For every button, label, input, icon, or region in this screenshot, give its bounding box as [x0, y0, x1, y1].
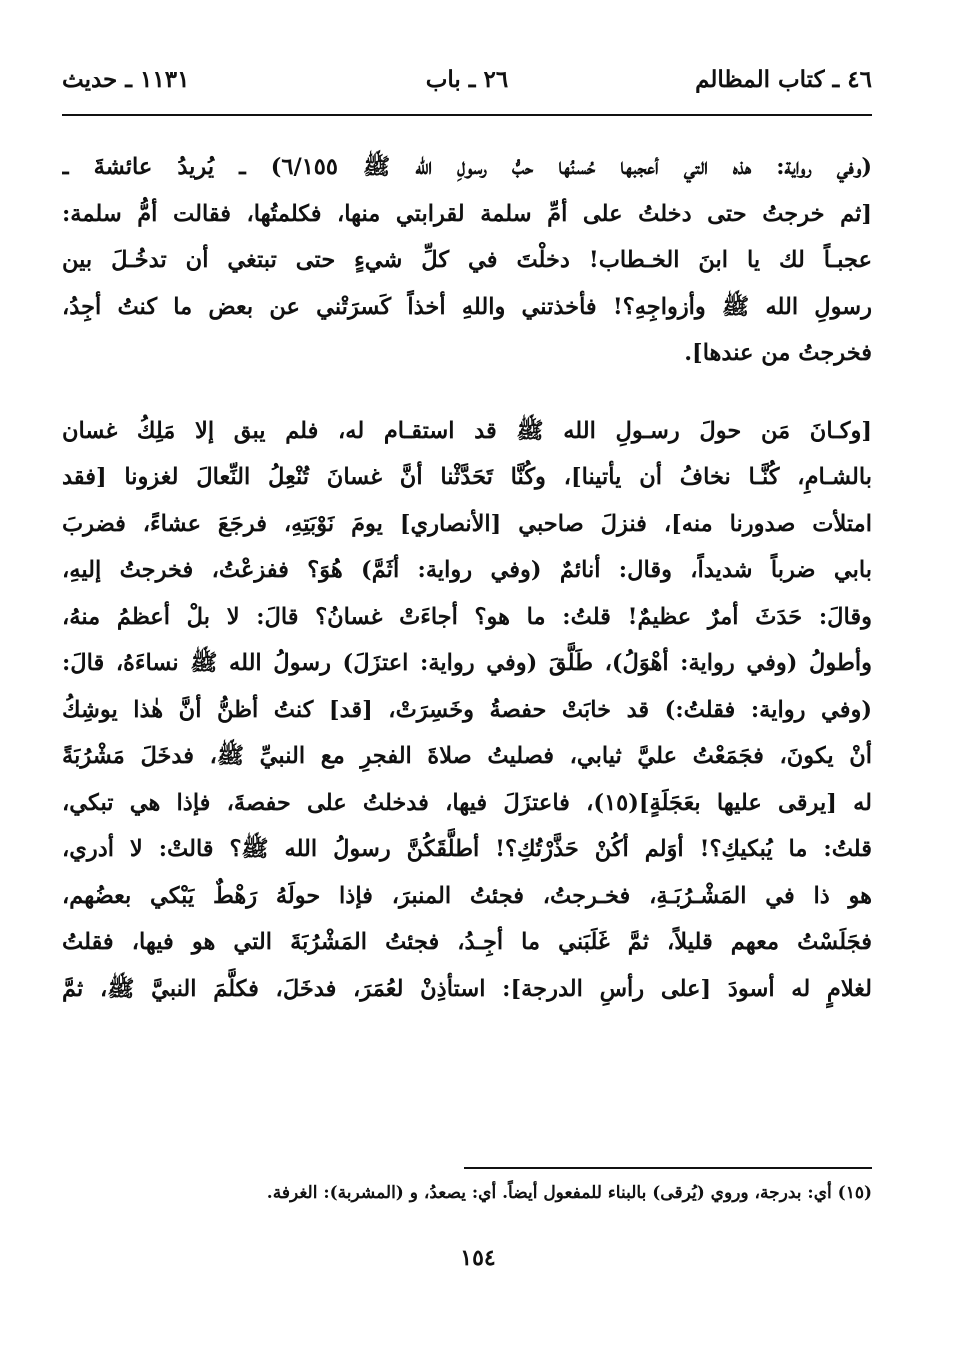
footnote-rule — [464, 1167, 872, 1169]
running-header — [62, 66, 872, 110]
header-chapter: ٤٦ ـ كتاب المظالم — [695, 66, 872, 93]
header-section: ٢٦ ـ باب — [425, 66, 509, 93]
text-line: له [يرقى عليها بعَجَلَةٍ](١٥)، فاعتزَلَ فيها، فدخلتُ على حفصةَ، فإذا هي تبكي، — [62, 789, 872, 816]
footnote: (١٥) أي: بدرجة، وروي (يُرقى) بالبناء للمفعول أيضاً. أي: يصعدُ، و (المشربة): الغرفة. — [266, 1183, 872, 1203]
text-line: [ثم خرجتُ حتى دخلتُ على أمِّ سلمة لقرابتي منها، فكلمتُها، فقالت أمُّ سلمة: — [62, 200, 872, 227]
header-hadith-number: ١١٣١ ـ حديث — [62, 66, 190, 93]
page-number: ١٥٤ — [460, 1245, 496, 1271]
text-line: رسولِ الله ﷺ وأزواجِهِ؟! فأخذتني واللهِ أخذاً كَسرَتْني عن بعض ما كنتُ أجِدُ، — [62, 293, 872, 320]
header-rule — [62, 114, 872, 116]
text-line: وأطولُ (وفي رواية: أهْوَلُ)، طَلَّقَ (وفي رواية: اعتزَلَ) رسولُ الله ﷺ نساءَهُ، قالَ: — [62, 650, 872, 676]
text-line: أنْ يكونَ، فجَمَعْتُ عليَّ ثيابي، فصليتُ صلاةَ الفجرِ مع النبيِّ ﷺ، فدخَلَ مَشْرُبَةً — [62, 743, 872, 769]
text-line: بالشـامِ، كُنَّـا نخافُ أن يأتينا]، وكُنَّا تَحَدَّثْنا أنَّ غسانَ تُنْعِلُ النِّعالَ لغزونا [فقد — [62, 464, 872, 490]
text-line: (وفي رواية: فقلتُ:) قد خابَتْ حفصةُ وخَسِرَتْ، [قد] كنتُ أظنُّ أنَّ هٰذا يوشِكُ — [62, 696, 872, 723]
text-line: لغلامٍ له أسودَ [على رأسِ الدرجة]: استأذِنْ لعُمَرَ، فدخَلَ، فكلَّمَ النبيَّ ﷺ، ثمَّ — [62, 975, 872, 1002]
paragraph-2 — [62, 408, 872, 1013]
paragraph-gap — [62, 377, 872, 408]
text-line: فجَلَسْتُ معهم قليلاً، ثمَّ غَلَبَني ما أجِـدُ، فجئتُ المَشْرُبَةَ التي هو فيها، فقلتُ — [62, 929, 872, 955]
text-line: فخرجتُ من عندها]. — [684, 340, 872, 366]
text-line: امتلأت صدورنا منه]، فنزلَ صاحبي [الأنصاري] يومَ نَوْبَتِهِ، فرجَعَ عشاءً، فضربَ — [62, 510, 872, 537]
text-line: عجبـاً لك يا ابنَ الخـطاب! دخلْتَ في كلِّ شيءٍ حتى تبتغي أن تدخُـلَ بين — [62, 247, 872, 273]
text-line: [وكـانَ مَن حولَ رسـولِ الله ﷺ قد استقـام له، فلم يبق إلا مَلِكُ غسان — [62, 417, 872, 444]
main-text — [62, 144, 872, 1012]
text-line: بابي ضرباً شديداً، وقال: أنائمٌ (وفي رواية: أثَمَّ) هُوَ؟ ففزعْتُ، فخرجتُ إليهِ، — [62, 557, 872, 583]
text-line: (وفي رواية: هذه التي أعجبها حُسنُها حبُّ رسولِ الله ﷺ ٦/١٥٥) ـ يُريدُ عائشةَ ـ — [62, 154, 872, 180]
text-line: وقالَ: حَدَثَ أمرٌ عظيمٌ! قلتُ: ما هو؟ أجاءَتْ غسانُ؟ قالَ: لا بلْ أعظمُ منهُ، — [62, 603, 872, 630]
text-line: قلتُ: ما يُبكيكِ؟! أوَلم أكُنْ حَذَّرْتُكِ؟! أطلَّقَكُنَّ رسولُ الله ﷺ؟ قالتْ: لا أدري، — [62, 836, 872, 862]
text-line: هو ذا في المَشْـرُبَـةِ، فخـرجتُ، فجئتُ المنبرَ، فإذا حولَهُ رَهْطٌ يَبْكي بعضُهم، — [62, 882, 872, 909]
paragraph-1 — [62, 144, 872, 377]
